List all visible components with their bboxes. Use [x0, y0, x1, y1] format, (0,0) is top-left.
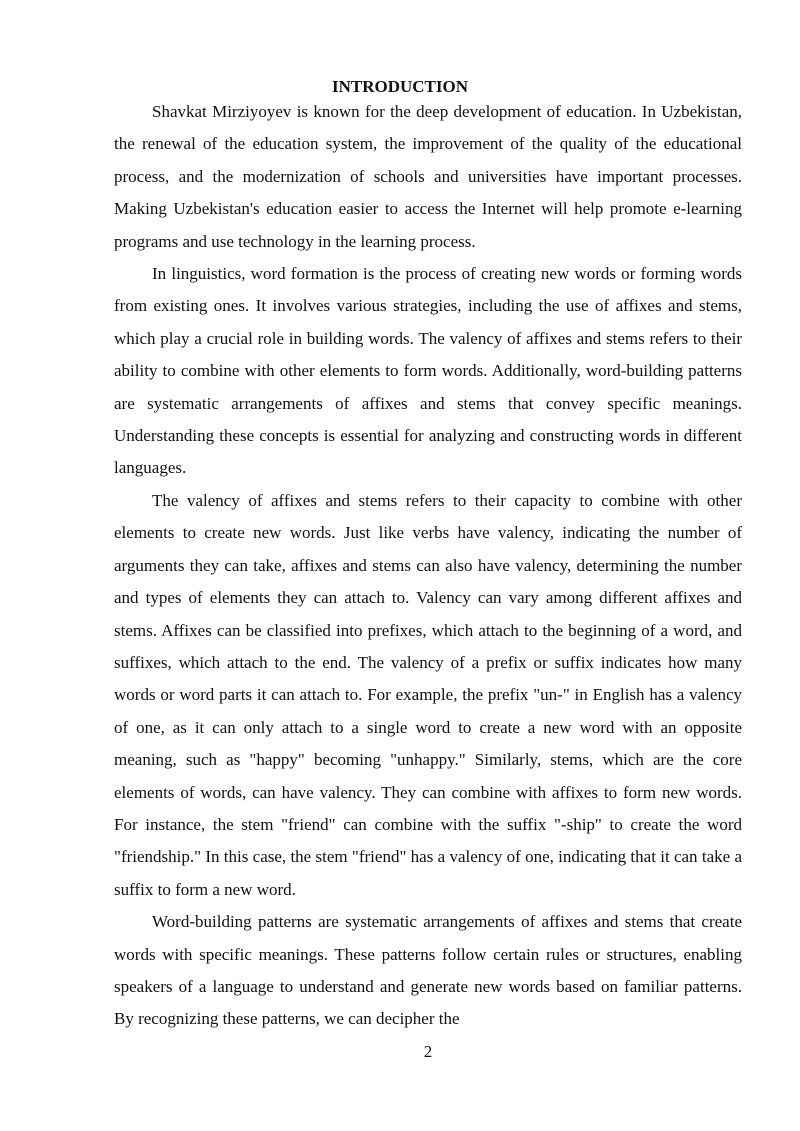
paragraph: In linguistics, word formation is the process of creating new words or forming words from existing ones. It involves various strategies, including the use of affixes and stems, which play a crucial role in building words. The valency of affixes and stems refers to their ability to combine with other elements to form words. Additionally, word-building patterns are systematic arrangements of affixes and stems that convey specific meanings. Understanding these concepts is essential for analyzing and constructing words in different languages.	[114, 264, 742, 478]
paragraph: The valency of affixes and stems refers to their capacity to combine with other elements to create new words. Just like verbs have valency, indicating the number of arguments they can take, affixes and stems can also have valency, determining the number and types of elements they can attach to. Valency can vary among different affixes and stems. Affixes can be classified into prefixes, which attach to the beginning of a word, and suffixes, which attach to the end. The valency of a prefix or suffix indicates how many words or word parts it can attach to. For example, the prefix "un-" in English has a valency of one, as it can only attach to a single word to create a new word with an opposite meaning, such as "happy" becoming "unhappy." Similarly, stems, which are the core elements of words, can have valency. They can combine with affixes to form new words. For instance, the stem "friend" can combine with the suffix "-ship" to create the word "friendship." In this case, the stem "friend" has a valency of one, indicating that it can take a suffix to form a new word.	[114, 490, 742, 899]
paragraph: Shavkat Mirziyoyev is known for the deep development of education. In Uzbekistan, the renewal of the education system, the improvement of the quality of the educational process, and the modernization of schools and universities have important processes. Making Uzbekistan's education easier to access the Internet will help promote e-learning programs and use technology in the learning process.	[114, 102, 742, 251]
page-number: 2	[423, 1042, 433, 1061]
paragraph: Word-building patterns are systematic arrangements of affixes and stems that create words with specific meanings. These patterns follow certain rules or structures, enabling speakers of a language to understand and generate new words based on familiar patterns. By recognizing these patterns, we can decipher the	[114, 912, 742, 1029]
page-title: INTRODUCTION	[331, 77, 469, 96]
body-text	[114, 96, 742, 1036]
